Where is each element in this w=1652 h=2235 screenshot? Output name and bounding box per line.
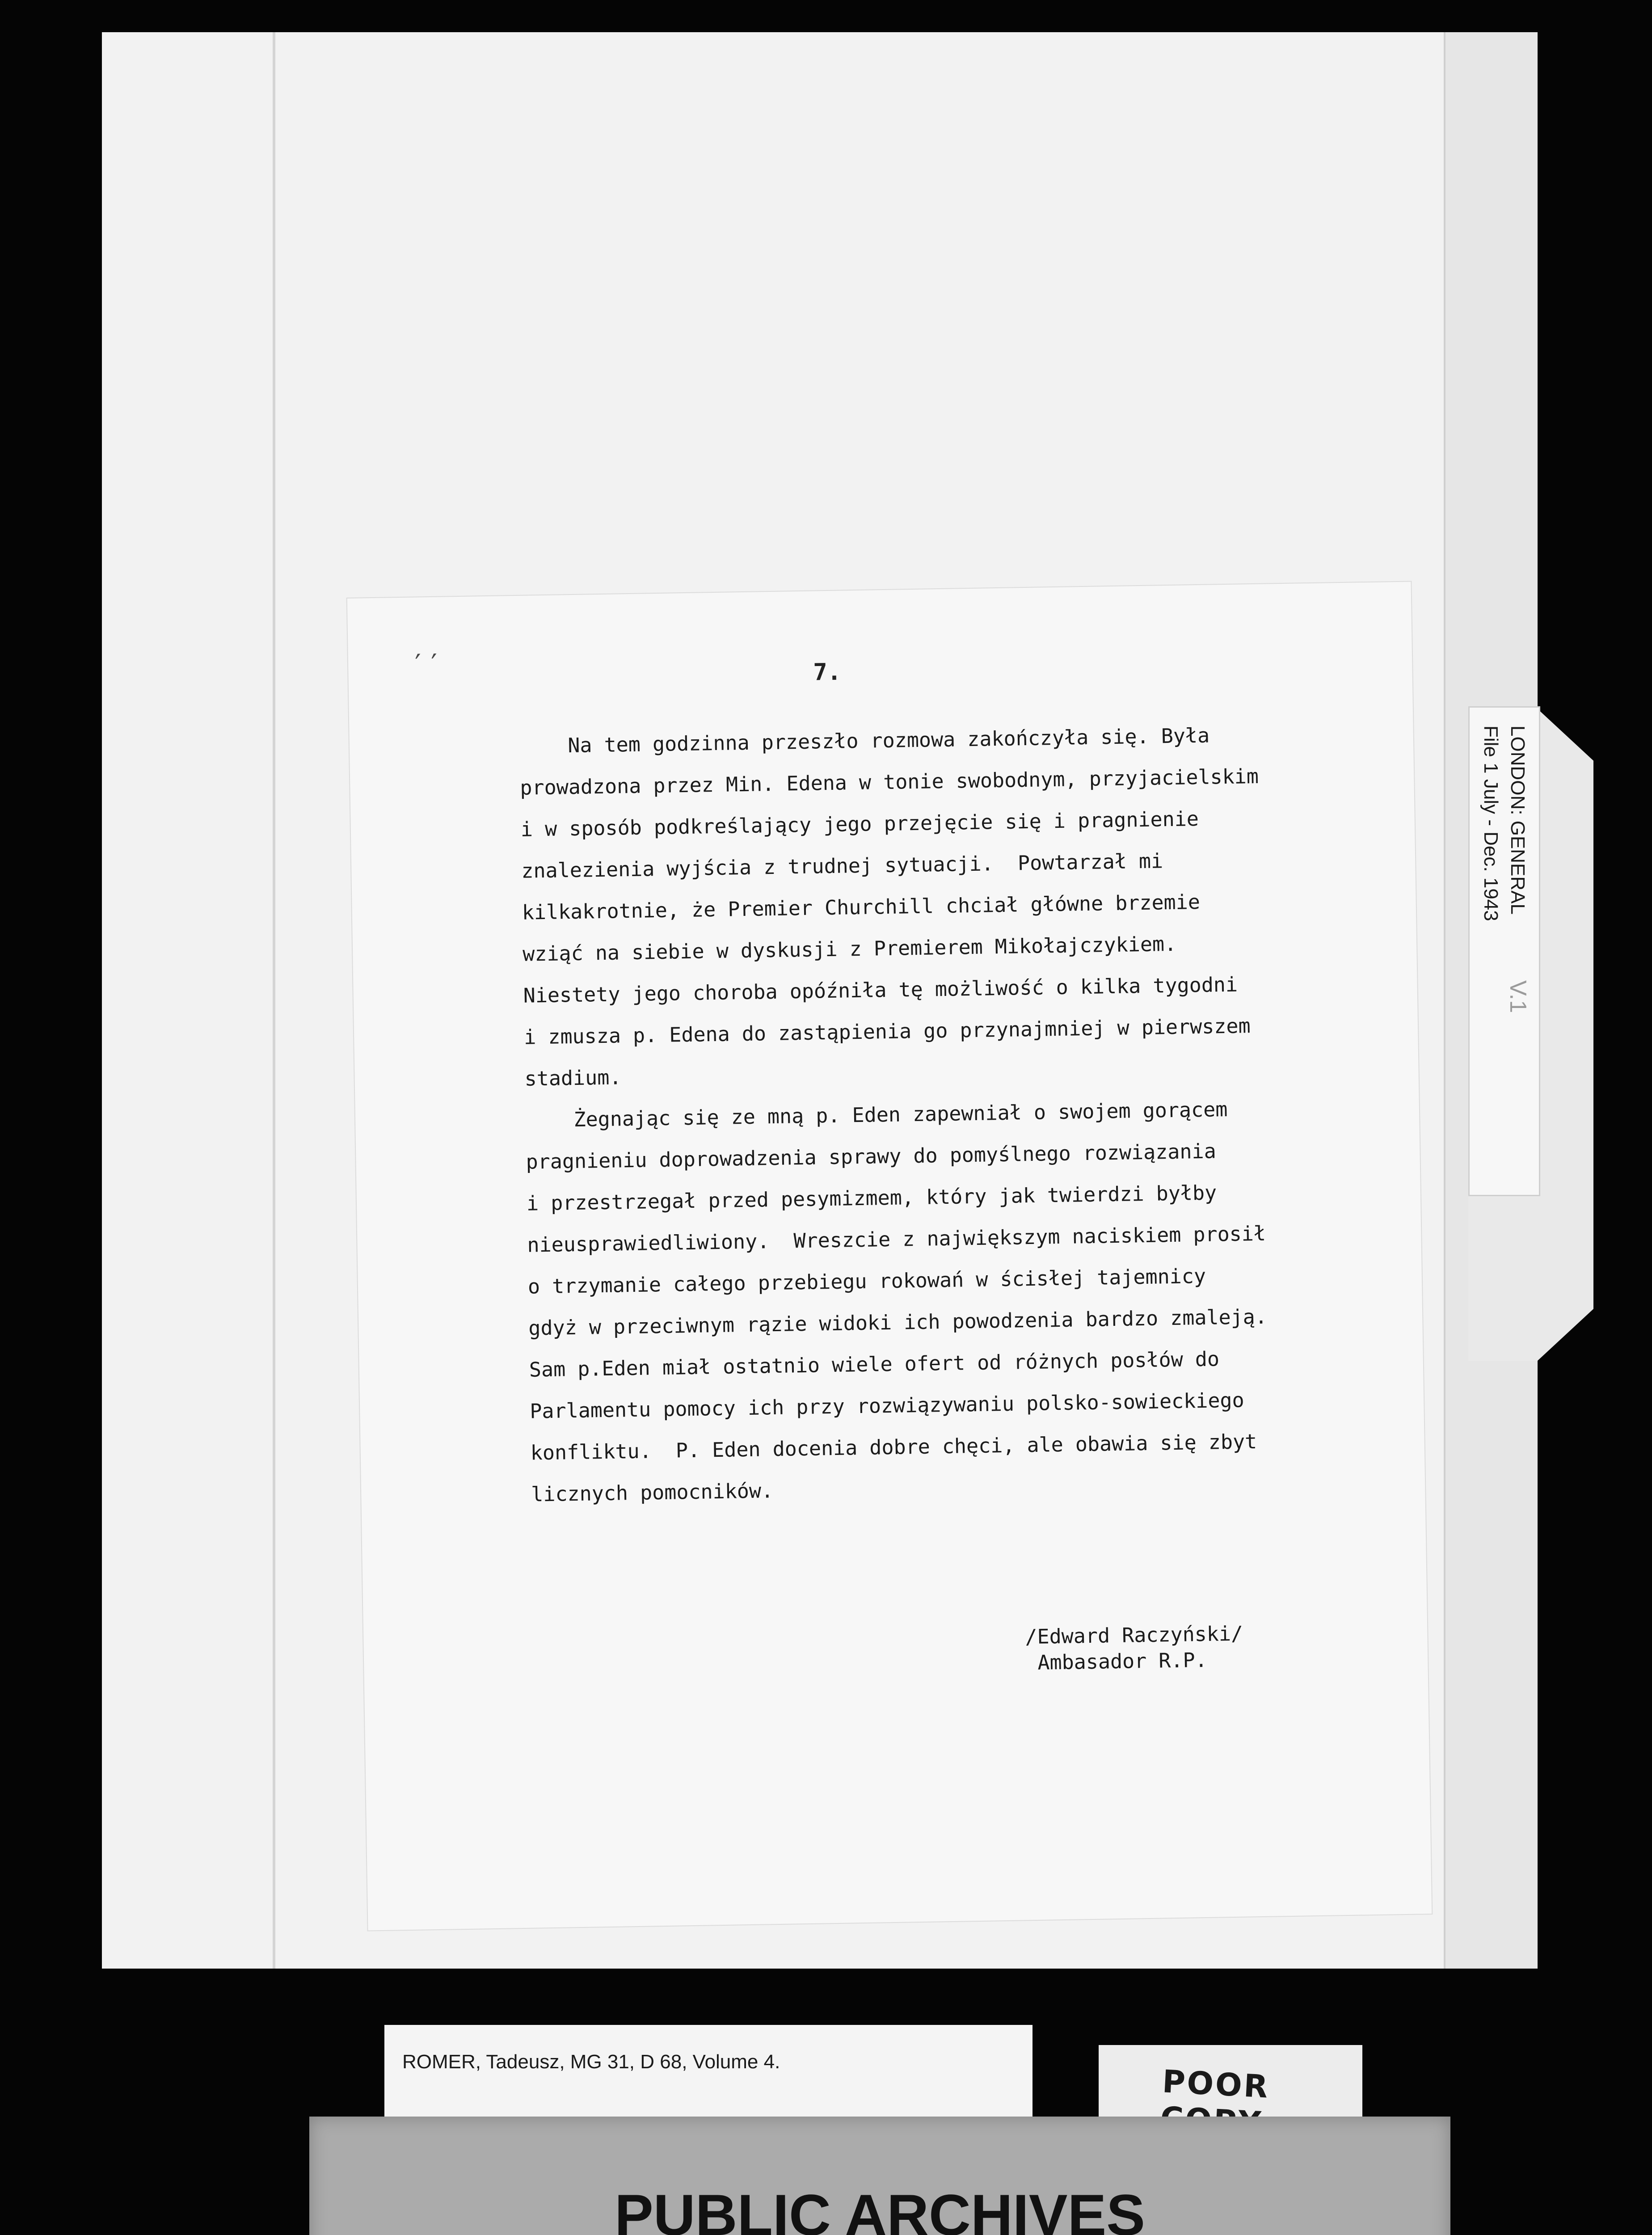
letter-line: Na tem godzinna przeszło rozmowa zakończyła się. Była xyxy=(519,723,1210,758)
stamp-line-public-archives: PUBLIC ARCHIVES xyxy=(615,2182,1145,2235)
file-label-pencil-note: V.1 xyxy=(1505,980,1531,1013)
reference-text: ROMER, Tadeusz, MG 31, D 68, Volume 4. xyxy=(402,2051,780,2073)
file-label-line2: File 1 July - Dec. 1943 xyxy=(1480,725,1502,921)
archives-stamp xyxy=(309,2117,1450,2235)
typed-letter-page xyxy=(347,582,1432,1930)
file-label xyxy=(1468,706,1540,1196)
signature-block xyxy=(1025,1621,1243,1676)
letter-line: wziąć na siebie w dyskusji z Premierem Mikołajczykiem. xyxy=(522,932,1177,966)
signature-name: /Edward Raczyński/ xyxy=(1025,1621,1243,1649)
file-label-line1: LONDON: GENERAL xyxy=(1507,725,1529,915)
letter-line: konfliktu. P. Eden docenia dobre chęci, ale obawia się zbyt xyxy=(530,1430,1257,1465)
letter-line: o trzymanie całego przebiegu rokowań w ścisłej tajemnicy xyxy=(527,1264,1206,1299)
letter-line: pragnieniu doprowadzenia sprawy do pomyślnego rozwiązania xyxy=(526,1139,1217,1174)
poor-copy-text: POOR xyxy=(1161,2063,1271,2105)
letter-line: gdyż w przeciwnym rązie widoki ich powodzenia bardzo zmaleją. xyxy=(528,1304,1268,1340)
reference-label xyxy=(384,2025,1032,2121)
letter-line: i przestrzegał przed pesymizmem, który jak twierdzi byłby xyxy=(526,1181,1217,1215)
letter-line: Niestety jego choroba opóźniła tę możliwość o kilka tygodni xyxy=(523,972,1238,1008)
letter-body xyxy=(519,712,1381,1515)
page-number: 7. xyxy=(813,658,842,686)
letter-line: Parlamentu pomocy ich przy rozwiązywaniu polsko-sowieckiego xyxy=(529,1388,1245,1423)
letter-line: znalezienia wyjścia z trudnej sytuacji. Powtarzał mi xyxy=(521,849,1163,883)
handwritten-mark: ′′ xyxy=(409,648,442,680)
letter-line: i zmusza p. Edena do zastąpienia go przynajmniej w pierwszem xyxy=(523,1014,1251,1049)
letter-line: licznych pomocników. xyxy=(531,1479,774,1506)
poor-copy-label xyxy=(1099,2045,1362,2123)
letter-line: stadium. xyxy=(524,1065,622,1091)
signature-title: Ambasador R.P. xyxy=(1025,1648,1208,1675)
letter-line: kilkakrotnie, że Premier Churchill chciał główne brzemie xyxy=(522,890,1201,924)
letter-line: prowadzona przez Min. Edena w tonie swobodnym, przyjacielskim xyxy=(520,764,1259,800)
folder-fold-line xyxy=(273,32,275,1969)
letter-line: Żegnając się ze mną p. Eden zapewniał o swojem gorącem xyxy=(525,1097,1228,1132)
letter-line: i w sposób podkreślający jego przejęcie się i pragnienie xyxy=(520,807,1199,841)
letter-line: Sam p.Eden miał ostatnio wiele ofert od różnych posłów do xyxy=(529,1347,1220,1382)
letter-line: nieusprawiedliwiony. Wreszcie z największym naciskiem prosił xyxy=(527,1221,1266,1257)
